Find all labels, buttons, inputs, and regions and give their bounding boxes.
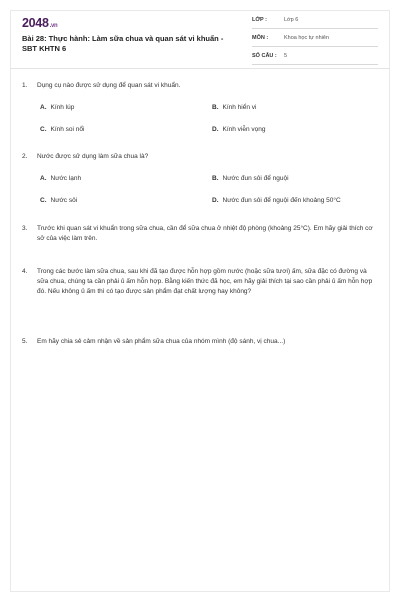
header-divider [10,68,390,69]
option-key: D. [212,197,219,204]
option-1a[interactable] [40,104,74,111]
meta-row-subject [252,34,378,47]
option-1c[interactable] [40,126,84,133]
option-2c[interactable] [40,197,77,204]
option-text: Kính hiển vi [222,104,257,111]
meta-row-class [252,16,378,29]
meta-row-count [252,52,378,65]
option-key: C. [40,197,47,204]
page-title: Bài 28: Thực hành: Làm sữa chua và quan sát vi khuẩn - SBT KHTN 6 [22,34,224,53]
question-text: Nước được sử dụng làm sữa chua là? [37,153,149,160]
option-2a[interactable] [40,175,81,182]
option-text: Kính lúp [50,104,75,111]
question-2 [22,152,374,162]
option-2b[interactable] [212,175,289,182]
option-text: Nước sôi [50,197,78,204]
logo-sub: .vn [49,23,58,29]
option-text: Kính soi nổi [50,126,85,133]
worksheet-page [10,10,390,592]
option-key: C. [40,126,47,133]
logo-main: 2048 [22,16,49,30]
question-text: Trước khi quan sát vi khuẩn trong sữa chua, cần để sữa chua ở nhiệt độ phòng (khoảng 25°C). Em hãy giải thích cơ sở của việc làm trên. [37,225,373,242]
option-key: B. [212,175,219,182]
question-text: Dụng cụ nào được sử dụng để quan sát vi khuẩn. [37,82,181,89]
question-number: 4. [22,268,28,275]
option-text: Kính viễn vọng [222,126,266,133]
option-1b[interactable] [212,104,256,111]
question-number: 1. [22,82,28,89]
meta-value: Khoa học tự nhiên [284,35,329,41]
question-number: 2. [22,153,28,160]
option-key: D. [212,126,219,133]
option-key: A. [40,104,47,111]
option-text: Nước đun sôi để nguội [222,175,289,182]
question-number: 5. [22,338,28,345]
question-4 [22,267,374,297]
meta-value: Lớp 6 [284,17,299,23]
meta-label: SỐ CÂU : [252,53,277,59]
question-text: Em hãy chia sẻ cảm nhận về sản phẩm sữa chua của nhóm mình (độ sánh, vị chua...) [37,338,286,345]
meta-label: LỚP : [252,17,267,23]
option-key: A. [40,175,47,182]
meta-label: MÔN : [252,35,269,41]
meta-value: 5 [284,53,288,59]
meta-info [252,16,378,70]
question-1 [22,81,374,91]
option-2d[interactable] [212,197,341,204]
option-text: Nước lạnh [50,175,82,182]
question-number: 3. [22,225,28,232]
option-key: B. [212,104,219,111]
option-1d[interactable] [212,126,266,133]
question-3 [22,224,374,244]
site-logo[interactable] [22,16,57,30]
option-text: Nước đun sôi để nguội đến khoảng 50°C [222,197,341,204]
question-5 [22,337,374,347]
question-text: Trong các bước làm sữa chua, sau khi đã tạo được hỗn hợp gồm nước (hoặc sữa tươi) ấm, sữa đặc có đường và sữa chua, chúng ta cần phải ủ ấm hỗn hợp. Bằng kiến thức đã học, em hãy giải thích tại sao cần phải ủ ấm hỗn hợp đó. Nếu không ủ ấm thì có tạo được sản phẩm đạt chất lượng hay không? [37,268,373,295]
